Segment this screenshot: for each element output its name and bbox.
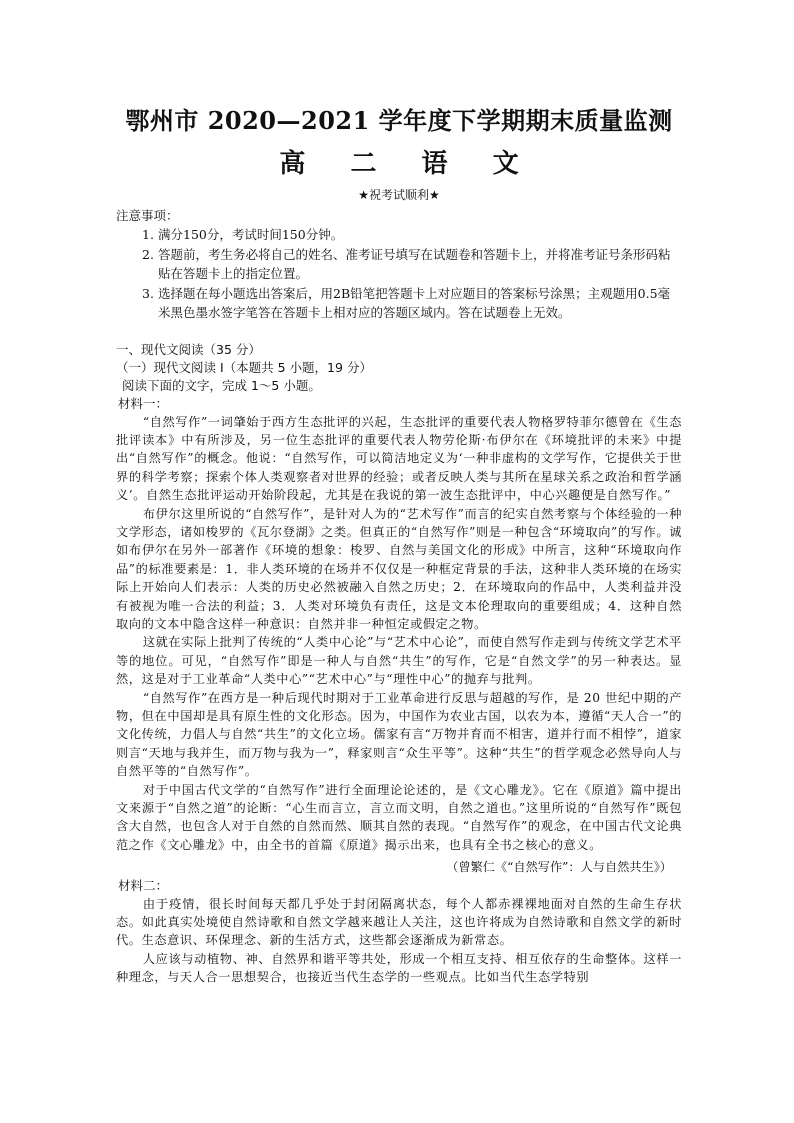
note-number: 1. — [142, 227, 154, 242]
material-one-source: （曾繁仁《“自然写作”：人与自然共生》） — [446, 860, 672, 875]
note-number: 3. — [142, 285, 154, 301]
subsection-heading: （一）现代文阅读 I（本题共 5 小题，19 分） — [116, 359, 372, 375]
note-item — [142, 284, 682, 323]
notes-title: 注意事项： — [116, 208, 179, 223]
material-one-paragraph: 对于中国古代文学的“自然写作”进行全面理论论述的，是《文心雕龙》。它在《原道》篇中提出文来源于“自然之道”的论断：“心生而言立，言立而文明，自然之道也。”这里所说的“自然写作”既包含大自然，也包含人对于自然的自然而然、顺其自然的表现。“自然写作”的观念，在中国古代文论典范之作《文心雕龙》中，由全书的首篇《原道》揭示出来，也具有全书之核心的意义。 — [116, 782, 682, 852]
exam-title: 鄂州市 2020—2021 学年度下学期期末质量监测 — [125, 106, 673, 135]
material-one-paragraph: 这就在实际上批判了传统的“人类中心论”与“艺术中心论”，而使自然写作走到与传统文学艺术平等的地位。可见，“自然写作”即是一种人与自然“共生”的写作，它是“自然文学”的另一种表达。显然，这是对于工业革命“人类中心”“艺术中心”与“理性中心”的抛弃与批判。 — [116, 635, 682, 687]
note-text: 答题前，考生务必将自己的姓名、准考证号填写在试题卷和答题卡上，并将准考证号条形码粘贴在答题卡上的指定位置。 — [158, 246, 671, 281]
note-item — [142, 225, 682, 245]
material-two-label: 材料二： — [118, 877, 169, 893]
note-number: 2. — [142, 246, 154, 262]
section-heading: 一、现代文阅读（35 分） — [116, 341, 261, 357]
material-one-paragraph: 布伊尔这里所说的“自然写作”，是针对人为的“艺术写作”而言的纪实自然考察与个体经验的一种文学形态，诸如梭罗的《瓦尔登湖》之类。但真正的“自然写作”则是一种包含“环境取向”的写作。诚如布伊尔在另外一部著作《环境的想象：梭罗、自然与美国文化的形成》中所言，这种“环境取向作品”的标准要素是：1．非人类环境的在场并不仅仅是一种框定背景的手法，这种非人类环境的在场实际上开始向人们表示：人类的历史必然被融入自然之历史；2．在环境取向的作品中，人类利益并没有被视为唯一合法的利益；3．人类对环境负有责任，这是文本伦理取向的重要组成；4．这种自然取向的文本中隐含这样一种意识：自然并非一种恒定或假定之物。 — [116, 506, 682, 631]
reading-instruction: 阅读下面的文字，完成 1～5 小题。 — [122, 377, 321, 393]
material-two-paragraph: 由于疫情，很长时间每天都几乎处于封闭隔离状态，每个人都赤裸裸地面对自然的生命生存状态。如此真实处境使自然诗歌和自然文学越来越让人关注，这也许将成为自然诗歌和自然文学的新时代。生态意识、环保理念、新的生活方式，这些都会逐渐成为新常态。 — [116, 896, 682, 948]
material-two-paragraph: 人应该与动植物、神、自然界和谐平等共处，形成一个相互支持、相互依存的生命整体。这样一种理念，与天人合一思想契合，也接近当代生态学的一些观点。比如当代生态学特别 — [116, 951, 682, 985]
note-item — [142, 245, 682, 284]
note-text: 选择题在每小题选出答案后，用2B铅笔把答题卡上对应题目的答案标号涂黑；主观题用0.5毫米黑色墨水签字笔答在答题卡上相对应的答题区域内。答在试题卷上无效。 — [158, 285, 671, 320]
material-one-paragraph: “自然写作”一词肇始于西方生态批评的兴起，生态批评的重要代表人物格罗特菲尔德曾在《生态批评读本》中有所涉及，另一位生态批评的重要代表人物劳伦斯·布伊尔在《环境批评的未来》中提出“自然写作”的概念。他说：“自然写作，可以简洁地定义为‘一种非虚构的文学写作，它提供关于世界的科学考察；探索个体人类观察者对世界的经验；或者反映人类与其所在星球关系之政治和哲学涵义’。自然生态批评运动开始阶段起，尤其是在我说的第一波生态批评中，中心兴趣便是自然写作。” — [116, 414, 682, 503]
material-one-label: 材料一： — [118, 395, 169, 411]
subject-title: 高 二 语 文 — [279, 149, 537, 179]
material-one-paragraph: “自然写作”在西方是一种后现代时期对于工业革命进行反思与超越的写作，是 20 世纪中期的产物，但在中国却是具有原生性的文化形态。因为，中国作为农业古国，以农为本，遵循“天人合一”的文化传统，力倡人与自然“共生”的文化立场。儒家有言“万物并育而不相害，道并行而不相悖”，道家则言“天地与我并生，而万物与我为一”，释家则言“众生平等”。这种“共生”的哲学观念必然导向人与自然平等的“自然写作”。 — [116, 690, 682, 779]
notes-list — [116, 225, 682, 323]
blessing-line: ★祝考试顺利★ — [358, 188, 440, 202]
note-text: 满分150分，考试时间150分钟。 — [158, 227, 344, 242]
